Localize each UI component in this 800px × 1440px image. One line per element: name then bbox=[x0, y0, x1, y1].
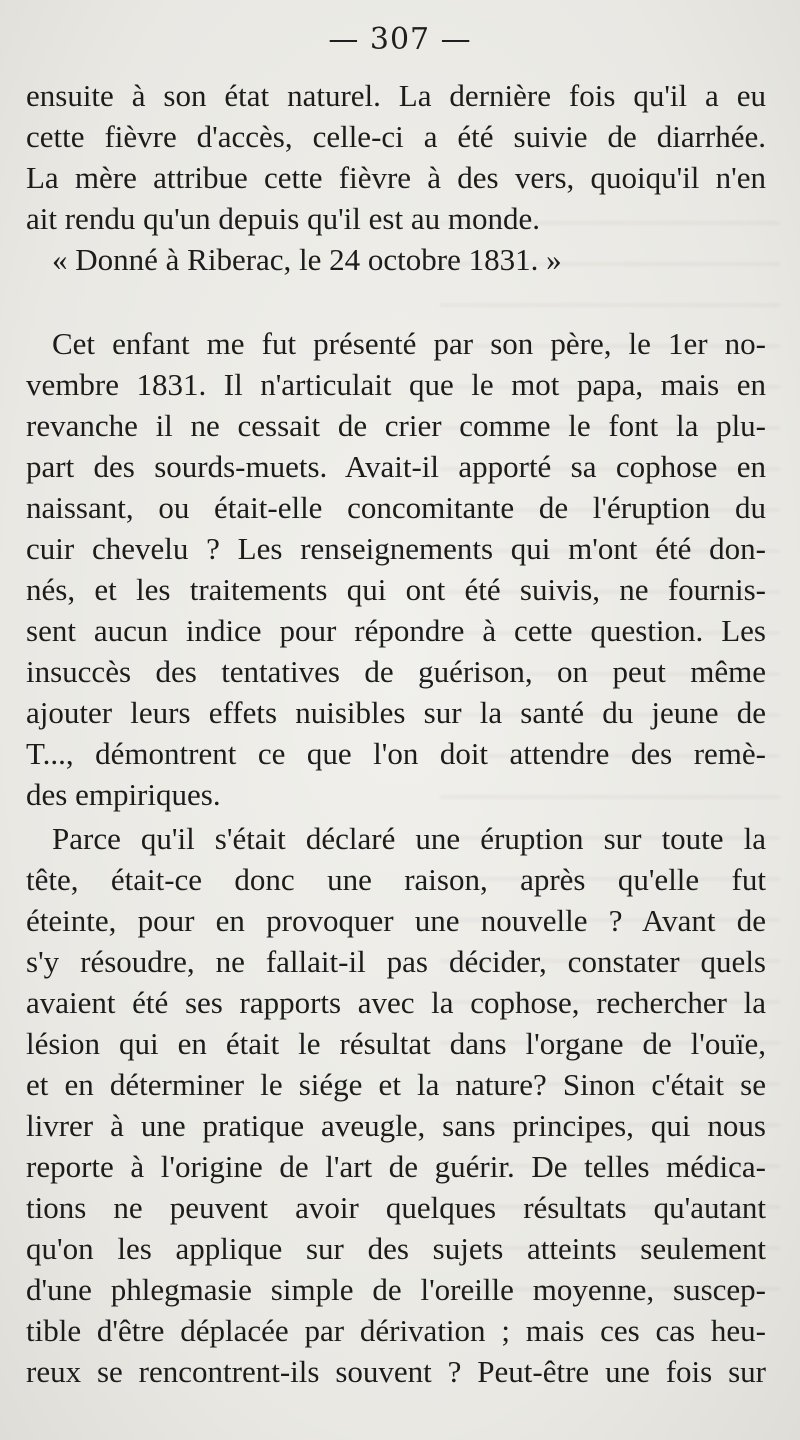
text-line: ait rendu qu'un depuis qu'il est au monde. bbox=[26, 201, 540, 236]
paragraph-1 bbox=[26, 75, 766, 280]
text-line: sent aucun indice pour répondre à cette question. Les bbox=[26, 613, 766, 648]
text-line: La mère attribue cette fièvre à des vers, quoiqu'il n'en bbox=[26, 160, 766, 195]
text-line: des empiriques. bbox=[26, 777, 221, 812]
text-line: « Donné à Riberac, le 24 octobre 1831. » bbox=[52, 242, 562, 277]
text-line: revanche il ne cessait de crier comme le font la plu- bbox=[26, 408, 766, 443]
text-line: qu'on les applique sur des sujets atteints seulement bbox=[26, 1231, 766, 1266]
text-line: reux se rencontrent-ils souvent ? Peut-être une fois sur bbox=[26, 1354, 766, 1389]
text-line: lésion qui en était le résultat dans l'organe de l'ouïe, bbox=[26, 1026, 766, 1061]
text-line: ensuite à son état naturel. La dernière fois qu'il a eu bbox=[26, 78, 766, 113]
text-line: nés, et les traitements qui ont été suivis, ne fournis- bbox=[26, 572, 766, 607]
text-line: reporte à l'origine de l'art de guérir. De telles médica- bbox=[26, 1149, 766, 1184]
text-line: insuccès des tentatives de guérison, on peut même bbox=[26, 654, 766, 689]
text-line: avaient été ses rapports avec la cophose, rechercher la bbox=[26, 985, 766, 1020]
text-line: d'une phlegmasie simple de l'oreille moyenne, suscep- bbox=[26, 1272, 766, 1307]
paragraph-2 bbox=[26, 323, 766, 815]
text-line: s'y résoudre, ne fallait-il pas décider, constater quels bbox=[26, 944, 766, 979]
text-line: ajouter leurs effets nuisibles sur la santé du jeune de bbox=[26, 695, 766, 730]
text-line: tions ne peuvent avoir quelques résultats qu'autant bbox=[26, 1190, 766, 1225]
text-line: tête, était-ce donc une raison, après qu'elle fut bbox=[26, 862, 766, 897]
text-line: et en déterminer le siége et la nature? Sinon c'était se bbox=[26, 1067, 766, 1102]
text-line: Cet enfant me fut présenté par son père, le 1er no- bbox=[52, 326, 766, 361]
text-line: Parce qu'il s'était déclaré une éruption sur toute la bbox=[52, 821, 766, 856]
paragraph-3 bbox=[26, 818, 766, 1392]
text-line: part des sourds-muets. Avait-il apporté sa cophose en bbox=[26, 449, 766, 484]
text-line: T..., démontrent ce que l'on doit attendre des remè- bbox=[26, 736, 766, 771]
text-line: cuir chevelu ? Les renseignements qui m'ont été don- bbox=[26, 531, 766, 566]
text-line: naissant, ou était-elle concomitante de l'éruption du bbox=[26, 490, 766, 525]
text-line: cette fièvre d'accès, celle-ci a été suivie de diarrhée. bbox=[26, 119, 766, 154]
text-line: vembre 1831. Il n'articulait que le mot papa, mais en bbox=[26, 367, 766, 402]
text-line: éteinte, pour en provoquer une nouvelle ? Avant de bbox=[26, 903, 766, 938]
page-number: — 307 — bbox=[328, 22, 472, 57]
text-line: livrer à une pratique aveugle, sans principes, qui nous bbox=[26, 1108, 766, 1143]
text-line: tible d'être déplacée par dérivation ; mais ces cas heu- bbox=[26, 1313, 766, 1348]
